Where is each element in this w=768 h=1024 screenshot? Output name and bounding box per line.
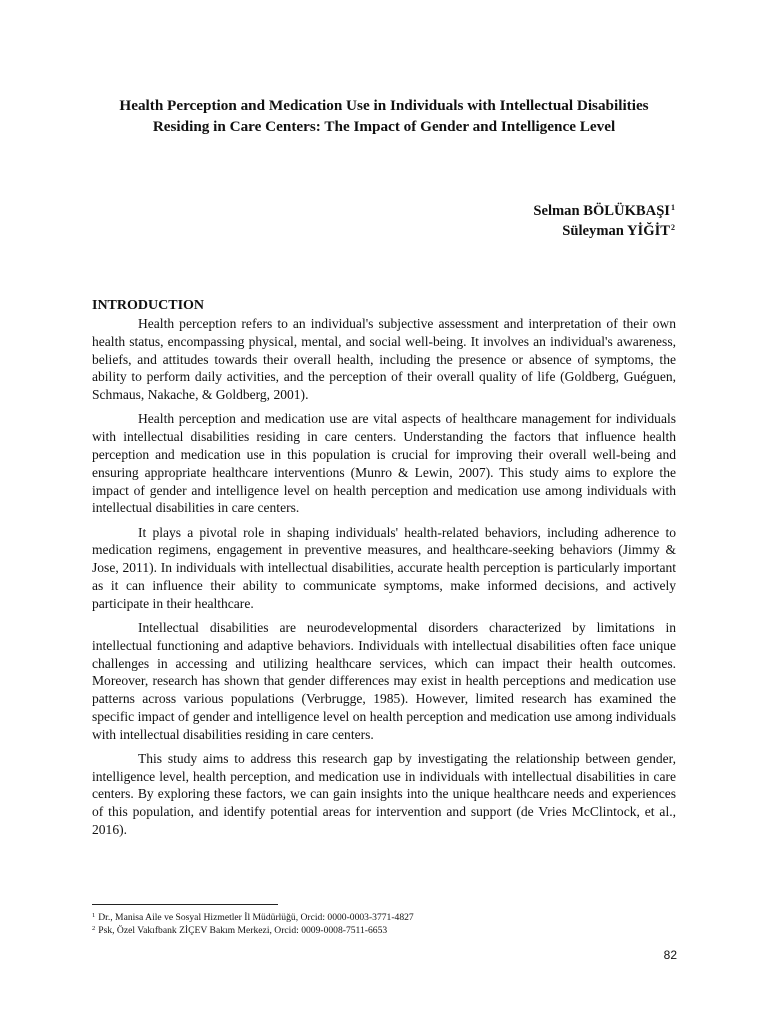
paper-title: Health Perception and Medication Use in Individuals with Intellectual Disabilities Residing in Care Centers: The Impact of Gender and Intelligence Level — [119, 97, 649, 135]
paragraph-5: This study aims to address this research gap by investigating the relationship between gender, intelligence level, health perception, and medication use in individuals with intellectual disabilities in care centers. By exploring these factors, we can gain insights into the unique healthcare needs and experiences of this population, and identify potential areas for intervention and support (de Vries McClintock, et al., 2016). — [92, 750, 676, 838]
paragraph-1: Health perception refers to an individual's subjective assessment and interpretation of their own health status, encompassing physical, mental, and social well-being. It involves an individual's awareness, beliefs, and attitudes towards their overall health, including the presence or absence of symptoms, the ability to perform daily activities, and the perception of their overall quality of life (Goldberg, Guéguen, Schmaus, Nakache, & Goldberg, 2001). — [92, 316, 676, 403]
author-1-name: Selman BÖLÜKBAŞI — [533, 203, 670, 219]
footnote-1-text: Dr., Manisa Aile ve Sosyal Hizmetler İl Müdürlüğü, Orcid: 0000-0003-3771-4827 — [98, 912, 414, 923]
author-1-footnote-marker: 1 — [671, 203, 675, 212]
author-2 — [562, 218, 675, 241]
footnote-2 — [92, 922, 387, 937]
footnote-2-marker: 2 — [92, 925, 96, 932]
paragraph-2: Health perception and medication use are vital aspects of healthcare management for individuals with intellectual disabilities residing in care centers. Understanding the factors that influence health perception and medication use in this population is crucial for improving their overall well-being and ensuring appropriate healthcare interventions (Munro & Lewin, 2007). This study aims to explore the impact of gender and intelligence level on health perception and medication use among individuals with intellectual disabilities in care centers. — [92, 411, 676, 516]
author-2-name: Süleyman YİĞİT — [562, 223, 670, 239]
body-text — [92, 315, 676, 845]
footnote-1-marker: 1 — [92, 912, 96, 919]
author-2-footnote-marker: 2 — [671, 223, 675, 232]
page-number: 82 — [663, 948, 677, 962]
section-heading: INTRODUCTION — [92, 298, 205, 313]
footnote-divider — [92, 904, 278, 905]
footnote-2-text: Psk, Özel Vakıfbank ZİÇEV Bakım Merkezi, Orcid: 0009-0008-7511-6653 — [98, 925, 388, 936]
paragraph-4: Intellectual disabilities are neurodevelopmental disorders characterized by limitations in intellectual functioning and adaptive behaviors. Individuals with intellectual disabilities often face unique challenges in accessing and utilizing healthcare services, which can impact their health outcomes. Moreover, research has shown that gender differences may exist in health perceptions and medication use patterns across various populations (Verbrugge, 1985). However, limited research has examined the specific impact of gender and intelligence level on health perception and medication use among individuals with intellectual disabilities residing in care centers. — [92, 619, 676, 742]
paragraph-3: It plays a pivotal role in shaping individuals' health-related behaviors, including adherence to medication regimens, engagement in preventive measures, and healthcare-seeking behaviors (Jimmy & Jose, 2011). In individuals with intellectual disabilities, accurate health perception is particularly important as it can influence their ability to communicate symptoms, make informed decisions, and actively participate in their healthcare. — [92, 524, 676, 611]
